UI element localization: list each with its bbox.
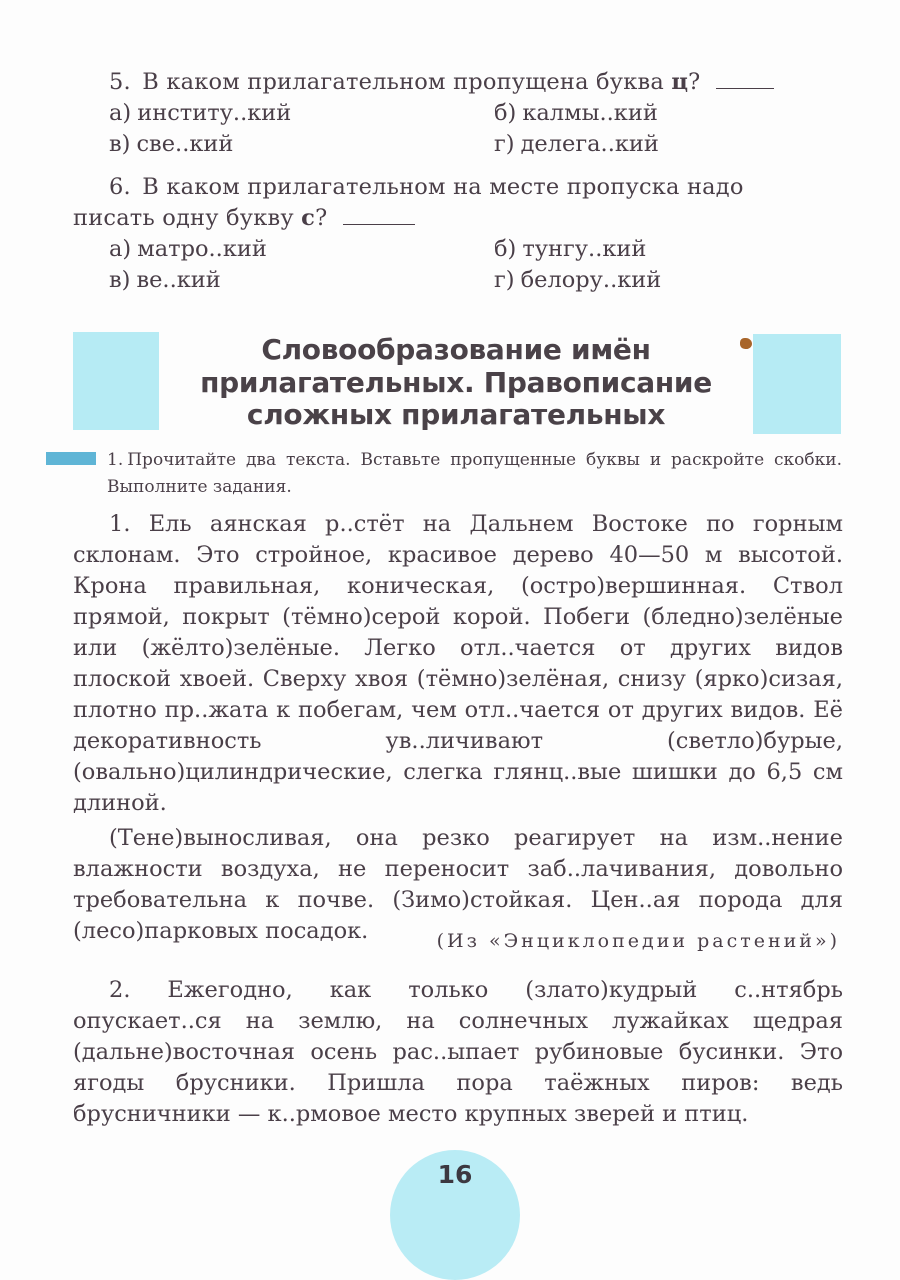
section-heading xyxy=(73,332,841,432)
decorative-block-right xyxy=(753,334,841,434)
answer-blank[interactable] xyxy=(716,70,774,89)
option-a[interactable]: а) матро..кий xyxy=(109,236,267,262)
question-number: 6. xyxy=(109,174,131,200)
task-marker-icon xyxy=(46,452,96,465)
decorative-block-left xyxy=(73,332,159,430)
option-g[interactable]: г) белору..кий xyxy=(494,267,662,293)
text-1 xyxy=(73,509,843,947)
highlight-letter: ц xyxy=(671,69,689,95)
print-stain xyxy=(740,338,752,349)
text-2-paragraph-1: 2. Ежегодно, как только (злато)кудрый с..нтябрь опускает..ся на землю, на солнечных лужайках щедрая (дальне)восточная осень рас..ыпает рубиновые бусинки. Это ягоды брусники. Пришла пора таёжных пиров: ведь брусничники — к..рмовое место крупных зверей и птиц. xyxy=(73,977,843,1127)
page-number: 16 xyxy=(437,1160,473,1189)
question-5-title: 5. В каком прилагательном пропущена буква ц? xyxy=(73,67,843,98)
option-b[interactable]: б) тунгу..кий xyxy=(494,236,647,262)
section-title: Словообразование имён прилагательных. Правописание сложных прилагательных xyxy=(200,333,712,431)
task-instruction: 1. Прочитайте два текста. Вставьте пропущенные буквы и раскройте скобки. Выполните задания. xyxy=(107,450,842,497)
option-v[interactable]: в) ве..кий xyxy=(109,267,221,293)
option-g[interactable]: г) делега..кий xyxy=(494,131,659,157)
question-6-title: 6. В каком прилагательном на месте пропуска надо xyxy=(109,174,744,200)
answer-options xyxy=(73,234,843,296)
answer-blank[interactable] xyxy=(343,206,415,225)
option-a[interactable]: а) институ..кий xyxy=(109,100,292,126)
text-1-paragraph-2: (Тене)выносливая, она резко реагирует на изм..нение влажности воздуха, не переносит заб..лачивания, довольно требовательна к почве. (Зимо)стойкая. Цен..ая порода для (лесо)парковых посадок. xyxy=(73,825,843,944)
option-v[interactable]: в) све..кий xyxy=(109,131,234,157)
text-1-source: (Из «Энциклопедии растений») xyxy=(436,930,840,952)
answer-options xyxy=(73,98,843,160)
option-b[interactable]: б) калмы..кий xyxy=(494,100,658,126)
question-5 xyxy=(73,67,843,160)
question-number: 5. xyxy=(109,69,131,95)
text-2 xyxy=(73,975,843,1130)
highlight-letter: с xyxy=(301,205,316,231)
text-1-paragraph-1: 1. Ель аянская р..стёт на Дальнем Востоке по горным склонам. Это стройное, красивое дерево 40—50 м высотой. Крона правильная, коническая, (остро)вершинная. Ствол прямой, покрыт (тёмно)серой корой. Побеги (бледно)зелёные или (жёлто)зелёные. Легко отл..чается от других видов плоской хвоей. Сверху хвоя (тёмно)зелёная, снизу (ярко)сизая, плотно пр..жата к побегам, чем отл..чается от других видов. Её декоративность ув..личивают (светло)бурые, (овально)цилиндрические, слегка глянц..вые шишки до 6,5 см длиной. xyxy=(73,511,843,816)
task-number: 1. xyxy=(107,450,124,470)
question-6: 6. В каком прилагательном на месте пропуска надо писать одну букву с? а) матро..кий б) тунгу..кий в) ве..кий г) белору..кий xyxy=(73,172,843,296)
